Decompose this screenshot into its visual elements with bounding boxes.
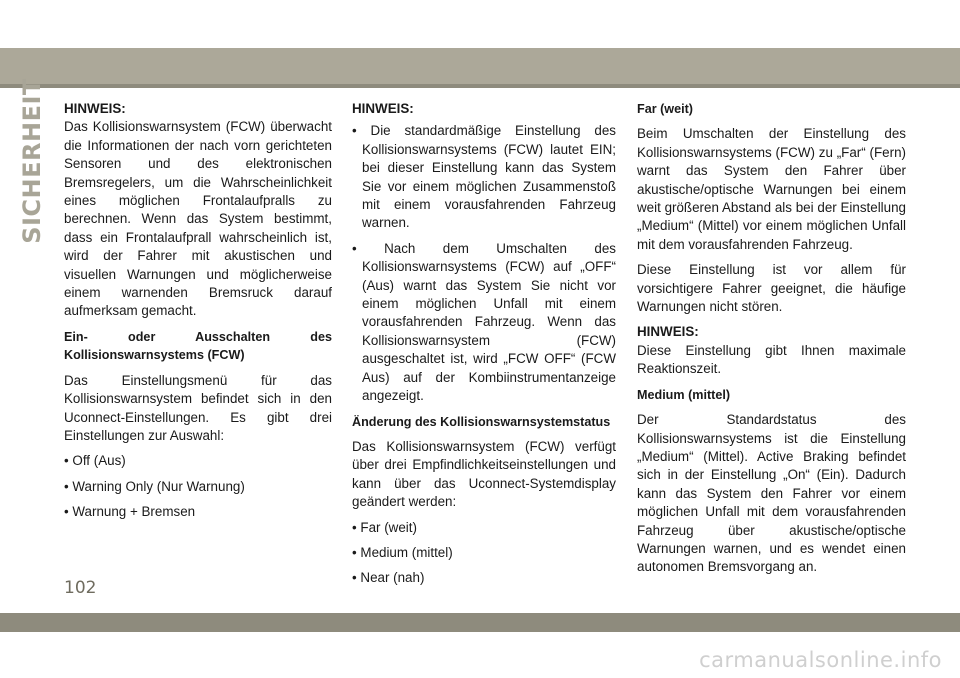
status-text: Das Kollisionswarnsystem (FCW) verfügt über drei Empfindlichkeitseinstellungen und kann über das Uconnect-Systemdisplay geändert werden: xyxy=(352,438,616,510)
section-tab xyxy=(12,78,52,244)
status-heading: Änderung des Kollisionswarnsystemstatus xyxy=(352,414,611,429)
column-left xyxy=(64,100,332,529)
note-heading: HINWEIS: xyxy=(352,101,414,116)
bullet-item: • Die standardmäßige Einstellung des Kollisionswarnsystems (FCW) lautet EIN; bei dieser Einstellung kann das System Sie vor einem möglichen Zusammenstoß mit einem vorausfahrenden Fahrzeug warnen. xyxy=(352,123,616,231)
far-heading: Far (weit) xyxy=(637,102,693,116)
option-item: • Off (Aus) xyxy=(64,453,126,469)
medium-heading: Medium (mittel) xyxy=(637,387,731,402)
bullet-item: • Nach dem Umschalten des Kollisionswarnsystems (FCW) auf „OFF“ (Aus) warnt das System Sie nicht vor einem möglichen Unfall mit einem vorausfahrenden Fahrzeug. Wenn das Kollisionswarnsystem (FCW) ausgeschaltet ist, wird „FCW OFF“ (FCW Aus) auf der Kombiinstrumentanzeige angezeigt. xyxy=(352,240,616,404)
footer-band xyxy=(0,613,960,632)
option-item: • Medium (mittel) xyxy=(352,544,453,560)
note-heading: HINWEIS: xyxy=(64,101,126,116)
option-item: • Far (weit) xyxy=(352,519,417,535)
option-item: • Near (nah) xyxy=(352,570,425,586)
page-number: 102 xyxy=(64,578,97,598)
header-band-line xyxy=(0,84,960,88)
option-item: • Warnung + Bremsen xyxy=(64,504,196,520)
section-tab-label: SICHERHEIT xyxy=(18,78,47,244)
note-text: Das Kollisionswarnsystem (FCW) überwacht die Informationen der nach vorn gerichteten Sensoren und des elektronischen Bremsregelers, um die Wahrscheinlichkeit eines möglichen Frontalaufpralls zu berechnen. Wenn das System bestimmt, dass ein Frontalaufprall wahrscheinlich ist, wird der Fahrer mit akustischen und visuellen Warnungen und möglicherweise einem warnenden Bremsruck darauf aufmerksam gemacht. xyxy=(64,119,332,319)
medium-text: Der Standardstatus des Kollisionswarnsystems ist die Einstellung „Medium“ (Mittel). Active Braking befindet sich in der Einstellung „On“ (Ein). Dadurch kann das System den Fahrer vor einem möglichen Unfall mit dem vorausfahrenden Fahrzeug über akustische/optische Warnungen warnen, und es wendet einen autonomen Bremsvorgang an. xyxy=(637,412,906,575)
option-item: • Warning Only (Nur Warnung) xyxy=(64,478,245,494)
note-heading: HINWEIS: xyxy=(637,324,699,340)
note-text: Diese Einstellung gibt Ihnen maximale Reaktionszeit. xyxy=(637,342,906,377)
far-text-2: Diese Einstellung ist vor allem für vorsichtigere Fahrer geeignet, die häufige Warnungen nicht stören. xyxy=(637,262,906,315)
header-band xyxy=(0,48,960,84)
column-middle xyxy=(352,100,616,595)
watermark: carmanualsonline.info xyxy=(699,648,942,672)
onoff-text: Das Einstellungsmenü für das Kollisionswarnsystem befindet sich in den Uconnect-Einstellungen. Es gibt drei Einstellungen zur Auswahl: xyxy=(64,372,332,443)
far-text: Beim Umschalten der Einstellung des Kollisionswarnsystems (FCW) zu „Far“ (Fern) warnt das System den Fahrer über akustische/optische Warnungen bei einem weit größeren Abstand als bei der Einstellung „Medium“ (Mittel) vor einem möglichen Unfall mit dem vorausfahrenden Fahrzeug. xyxy=(637,126,906,252)
column-right xyxy=(637,100,906,584)
onoff-heading: Ein- oder Ausschalten des Kollisionswarnsystems (FCW) xyxy=(64,329,332,363)
